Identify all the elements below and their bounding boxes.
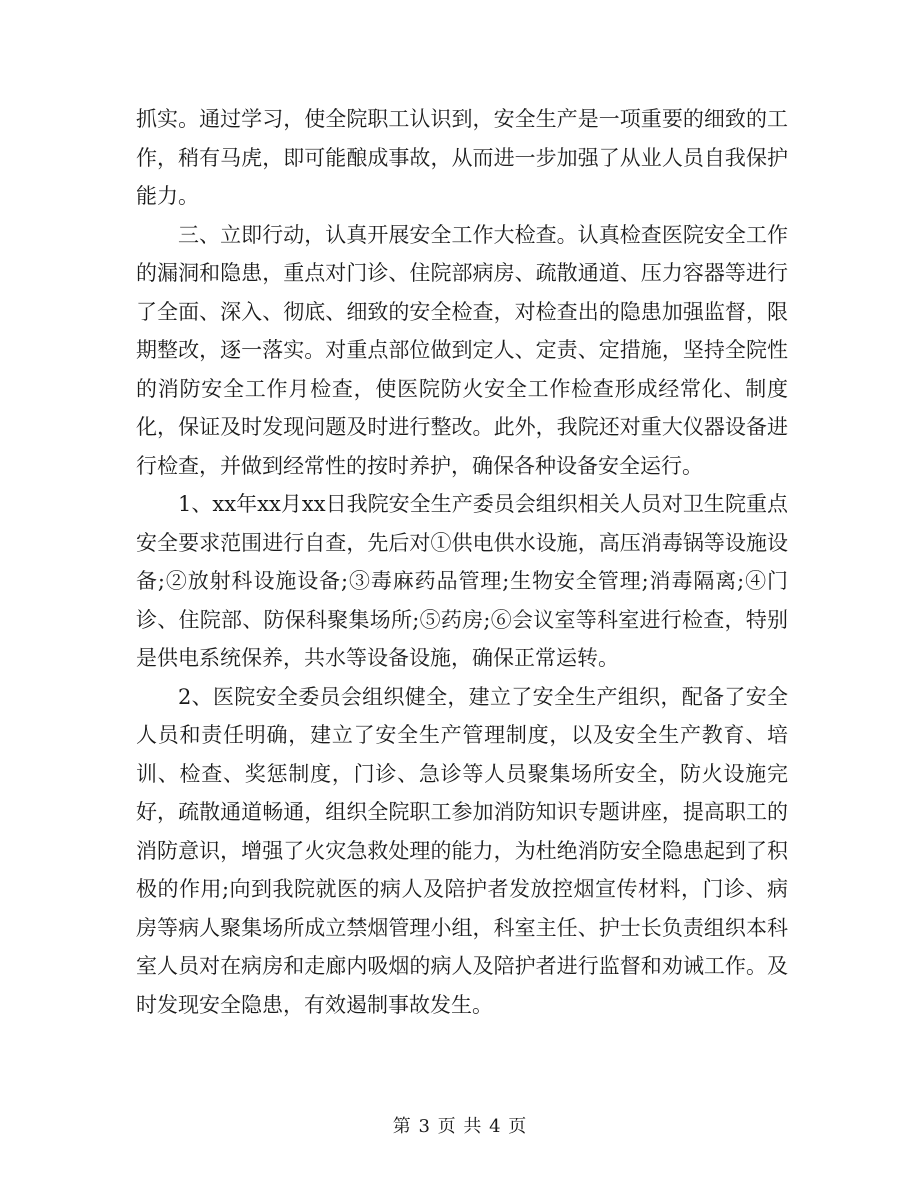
paragraph-3: 1、xx年xx月xx日我院安全生产委员会组织相关人员对卫生院重点安全要求范围进行自查，先后对①供电供水设施，高压消毒锅等设施设备;②放射科设施设备;③毒麻药品管理;生物安全管理;消毒隔离;④门诊、住院部、防保科聚集场所;⑤药房;⑥会议室等科室进行检查，特别是供电系统保养，共水等设备设施，确保正常运转。 [136, 492, 788, 670]
paragraph-2: 三、立即行动，认真开展安全工作大检查。认真检查医院安全工作的漏洞和隐患，重点对门诊、住院部病房、疏散通道、压力容器等进行了全面、深入、彻底、细致的安全检查，对检查出的隐患加强监督，限期整改，逐一落实。对重点部位做到定人、定责、定措施，坚持全院性的消防安全工作月检查，使医院防火安全工作检查形成经常化、制度化，保证及时发现问题及时进行整改。此外，我院还对重大仪器设备进行检查，并做到经常性的按时养护，确保各种设备安全运行。 [136, 222, 788, 478]
document-body [136, 100, 788, 1024]
page-number: 第 3 页 共 4 页 [392, 1116, 528, 1137]
paragraph-4: 2、医院安全委员会组织健全，建立了安全生产组织，配备了安全人员和责任明确，建立了安全生产管理制度，以及安全生产教育、培训、检查、奖惩制度，门诊、急诊等人员聚集场所安全，防火设施完好，疏散通道畅通，组织全院职工参加消防知识专题讲座，提高职工的消防意识，增强了火灾急救处理的能力，为杜绝消防安全隐患起到了积极的作用;向到我院就医的病人及陪护者发放控烟宣传材料，门诊、病房等病人聚集场所成立禁烟管理小组，科室主任、护士长负责组织本科室人员对在病房和走廊内吸烟的病人及陪护者进行监督和劝诫工作。及时发现安全隐患，有效遏制事故发生。 [136, 684, 788, 1017]
page-footer [0, 1112, 920, 1138]
paragraph-1: 抓实。通过学习，使全院职工认识到，安全生产是一项重要的细致的工作，稍有马虎，即可能酿成事故，从而进一步加强了从业人员自我保护能力。 [136, 107, 788, 208]
